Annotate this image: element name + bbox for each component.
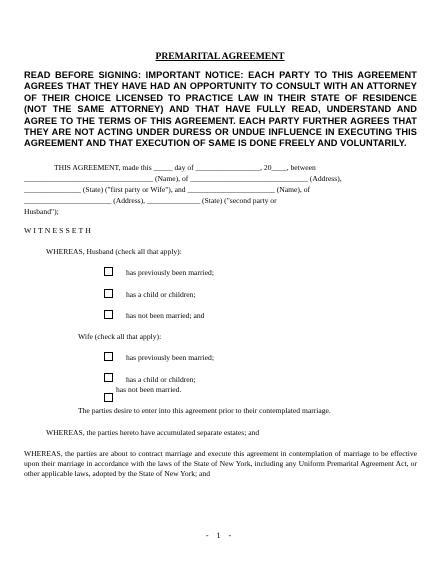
- separate-estates-paragraph: WHEREAS, the parties hereto have accumulated separate estates; and: [46, 428, 260, 437]
- husband-previously-married-checkbox[interactable]: [104, 267, 113, 276]
- page-number: - 1 -: [205, 531, 235, 540]
- wife-previously-married-label: has previously been married;: [126, 353, 214, 362]
- husband-not-married-checkbox[interactable]: [104, 310, 113, 319]
- husband-heading: WHEREAS, Husband (check all that apply):: [46, 247, 182, 256]
- intro-line-1: THIS AGREEMENT, made this _____ day of _________________, 20____, between: [54, 163, 316, 172]
- wife-previously-married-checkbox[interactable]: [104, 352, 113, 361]
- intro-line-3: _______________ (State) ("first party or Wife"), and _______________________ (Name), of: [24, 185, 311, 194]
- intro-line-2: __________________________________ (Name), of _______________________________ (Address),: [24, 174, 342, 183]
- wife-children-label: has a child or children;: [126, 375, 196, 384]
- wife-not-married-checkbox[interactable]: [104, 393, 113, 402]
- wife-children-checkbox[interactable]: [104, 373, 113, 382]
- whereas-contract-paragraph: WHEREAS, the parties are about to contract marriage and execute this agreement in contemplation of marriage to be effective upon their marriage in accordance with the laws of the State of New York, including any Uniform Premarital Agreement Act, or other applicable laws, adopted by the State of New York; and: [24, 449, 417, 478]
- intro-line-4: _______________________ (Address), ______________ (State) ("second party or: [24, 196, 277, 205]
- wife-not-married-label: has not been married.: [116, 385, 182, 394]
- husband-children-checkbox[interactable]: [104, 289, 113, 298]
- desire-paragraph: The parties desire to enter into this agreement prior to their contemplated marriage.: [78, 406, 331, 415]
- intro-line-5: Husband");: [24, 207, 59, 216]
- husband-not-married-label: has not been married; and: [126, 311, 205, 320]
- important-notice: READ BEFORE SIGNING: IMPORTANT NOTICE: EACH PARTY TO THIS AGREEMENT AGREES THAT THEY HAVE HAD AN OPPORTUNITY TO CONSULT WITH AN ATTORNEY OF THEIR CHOICE LICENSED TO PRACTICE LAW IN THEIR STATE OF RESIDENCE (NOT THE SAME ATTORNEY) AND THAT HAVE FULLY READ, UNDERSTAND AND AGREE TO THE TERMS OF THIS AGREEMENT. EACH PARTY FURTHER AGREES THAT THEY ARE NOT ACTING UNDER DURESS OR UNDUE INFLUENCE IN EXECUTING THIS AGREEMENT AND THAT EXECUTION OF SAME IS DONE FREELY AND VOLUNTARILY.: [24, 70, 417, 149]
- document-title: PREMARITAL AGREEMENT: [155, 51, 285, 62]
- witnesseth-heading: WITNESSETH: [24, 226, 93, 235]
- husband-previously-married-label: has previously been married;: [126, 268, 214, 277]
- wife-heading: Wife (check all that apply):: [78, 332, 162, 341]
- husband-children-label: has a child or children;: [126, 290, 196, 299]
